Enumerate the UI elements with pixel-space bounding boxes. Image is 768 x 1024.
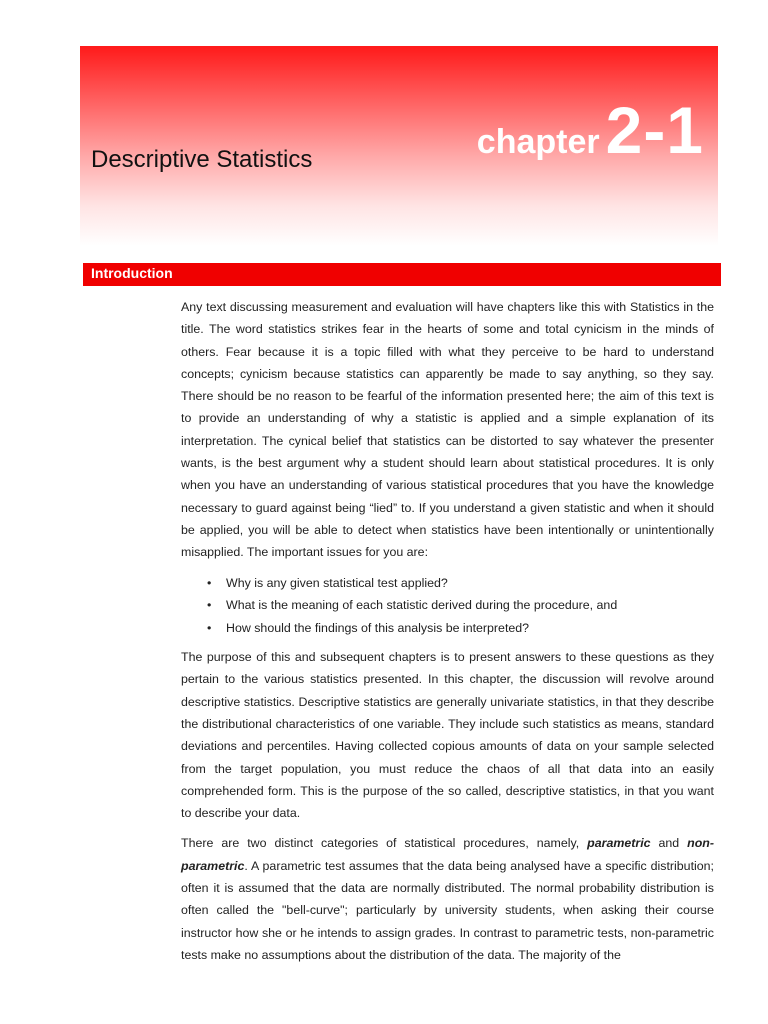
chapter-header bbox=[80, 46, 718, 246]
list-item-text: What is the meaning of each statistic derived during the procedure, and bbox=[226, 598, 618, 613]
list-item-text: Why is any given statistical test applied? bbox=[226, 575, 448, 590]
list-item bbox=[181, 572, 714, 595]
section-title: Introduction bbox=[91, 265, 173, 281]
body-text bbox=[181, 296, 714, 974]
paragraph-3 bbox=[181, 832, 714, 966]
paragraph-3-text-a: There are two distinct categories of statistical procedures, namely, bbox=[181, 836, 588, 851]
bullet-icon: • bbox=[207, 575, 212, 590]
section-header-bar bbox=[83, 263, 721, 286]
list-item-text: How should the findings of this analysis be interpreted? bbox=[226, 620, 530, 635]
bullet-icon: • bbox=[207, 620, 212, 635]
paragraph-3-text-c: . A parametric test assumes that the data being analysed have a specific distribution; often it is assumed that the data are normally distributed. The normal probability distribution is often called the "bell-curve"; particularly by university students, when asking their course instructor how she or he intends to assign grades. In contrast to parametric tests, non-parametric tests make no assumptions about the distribution of the data. The majority of the bbox=[181, 858, 714, 962]
term-parametric: parametric bbox=[587, 836, 651, 851]
list-item bbox=[181, 617, 714, 640]
chapter-label bbox=[477, 92, 704, 168]
term-non-parametric: non-parametric bbox=[181, 836, 714, 873]
paragraph-2: The purpose of this and subsequent chapters is to present answers to these questions as they pertain to the various statistics presented. In this chapter, the discussion will revolve around descriptive statistics. Descriptive statistics are generally univariate statistics, in that they describe the distributional characteristics of one variable. They include such statistics as means, standard deviations and percentiles. Having collected copious amounts of data on your sample selected from the target population, you must reduce the chaos of all that data into an easily comprehended form. This is the purpose of the so called, descriptive statistics, in that you want to describe your data. bbox=[181, 650, 714, 821]
chapter-number: 2-1 bbox=[605, 93, 704, 167]
issues-list bbox=[181, 572, 714, 640]
chapter-word: chapter bbox=[476, 123, 600, 161]
paragraph-3-text-b: and bbox=[650, 836, 688, 851]
list-item bbox=[181, 594, 714, 617]
bullet-icon: • bbox=[207, 598, 212, 613]
paragraph-1: Any text discussing measurement and evaluation will have chapters like this with Statistics in the title. The word statistics strikes fear in the hearts of some and total cynicism in the minds of others. Fear because it is a topic filled with what they perceive to be hard to understand concepts; cynicism because statistics can apparently be made to say anything, so they say. There should be no reason to be fearful of the information presented here; the aim of this text is to provide an understanding of why a statistic is applied and a simple explanation of its interpretation. The cynical belief that statistics can be distorted to say whatever the presenter wants, is the best argument why a student should learn about statistical procedures. It is only when you have an understanding of various statistical procedures that you have the knowledge necessary to guard against being “lied” to. If you understand a given statistic and when it should be applied, you will be able to detect when statistics have been intentionally or unintentionally misapplied. The important issues for you are: bbox=[181, 300, 714, 560]
page-title: Descriptive Statistics bbox=[91, 146, 313, 173]
